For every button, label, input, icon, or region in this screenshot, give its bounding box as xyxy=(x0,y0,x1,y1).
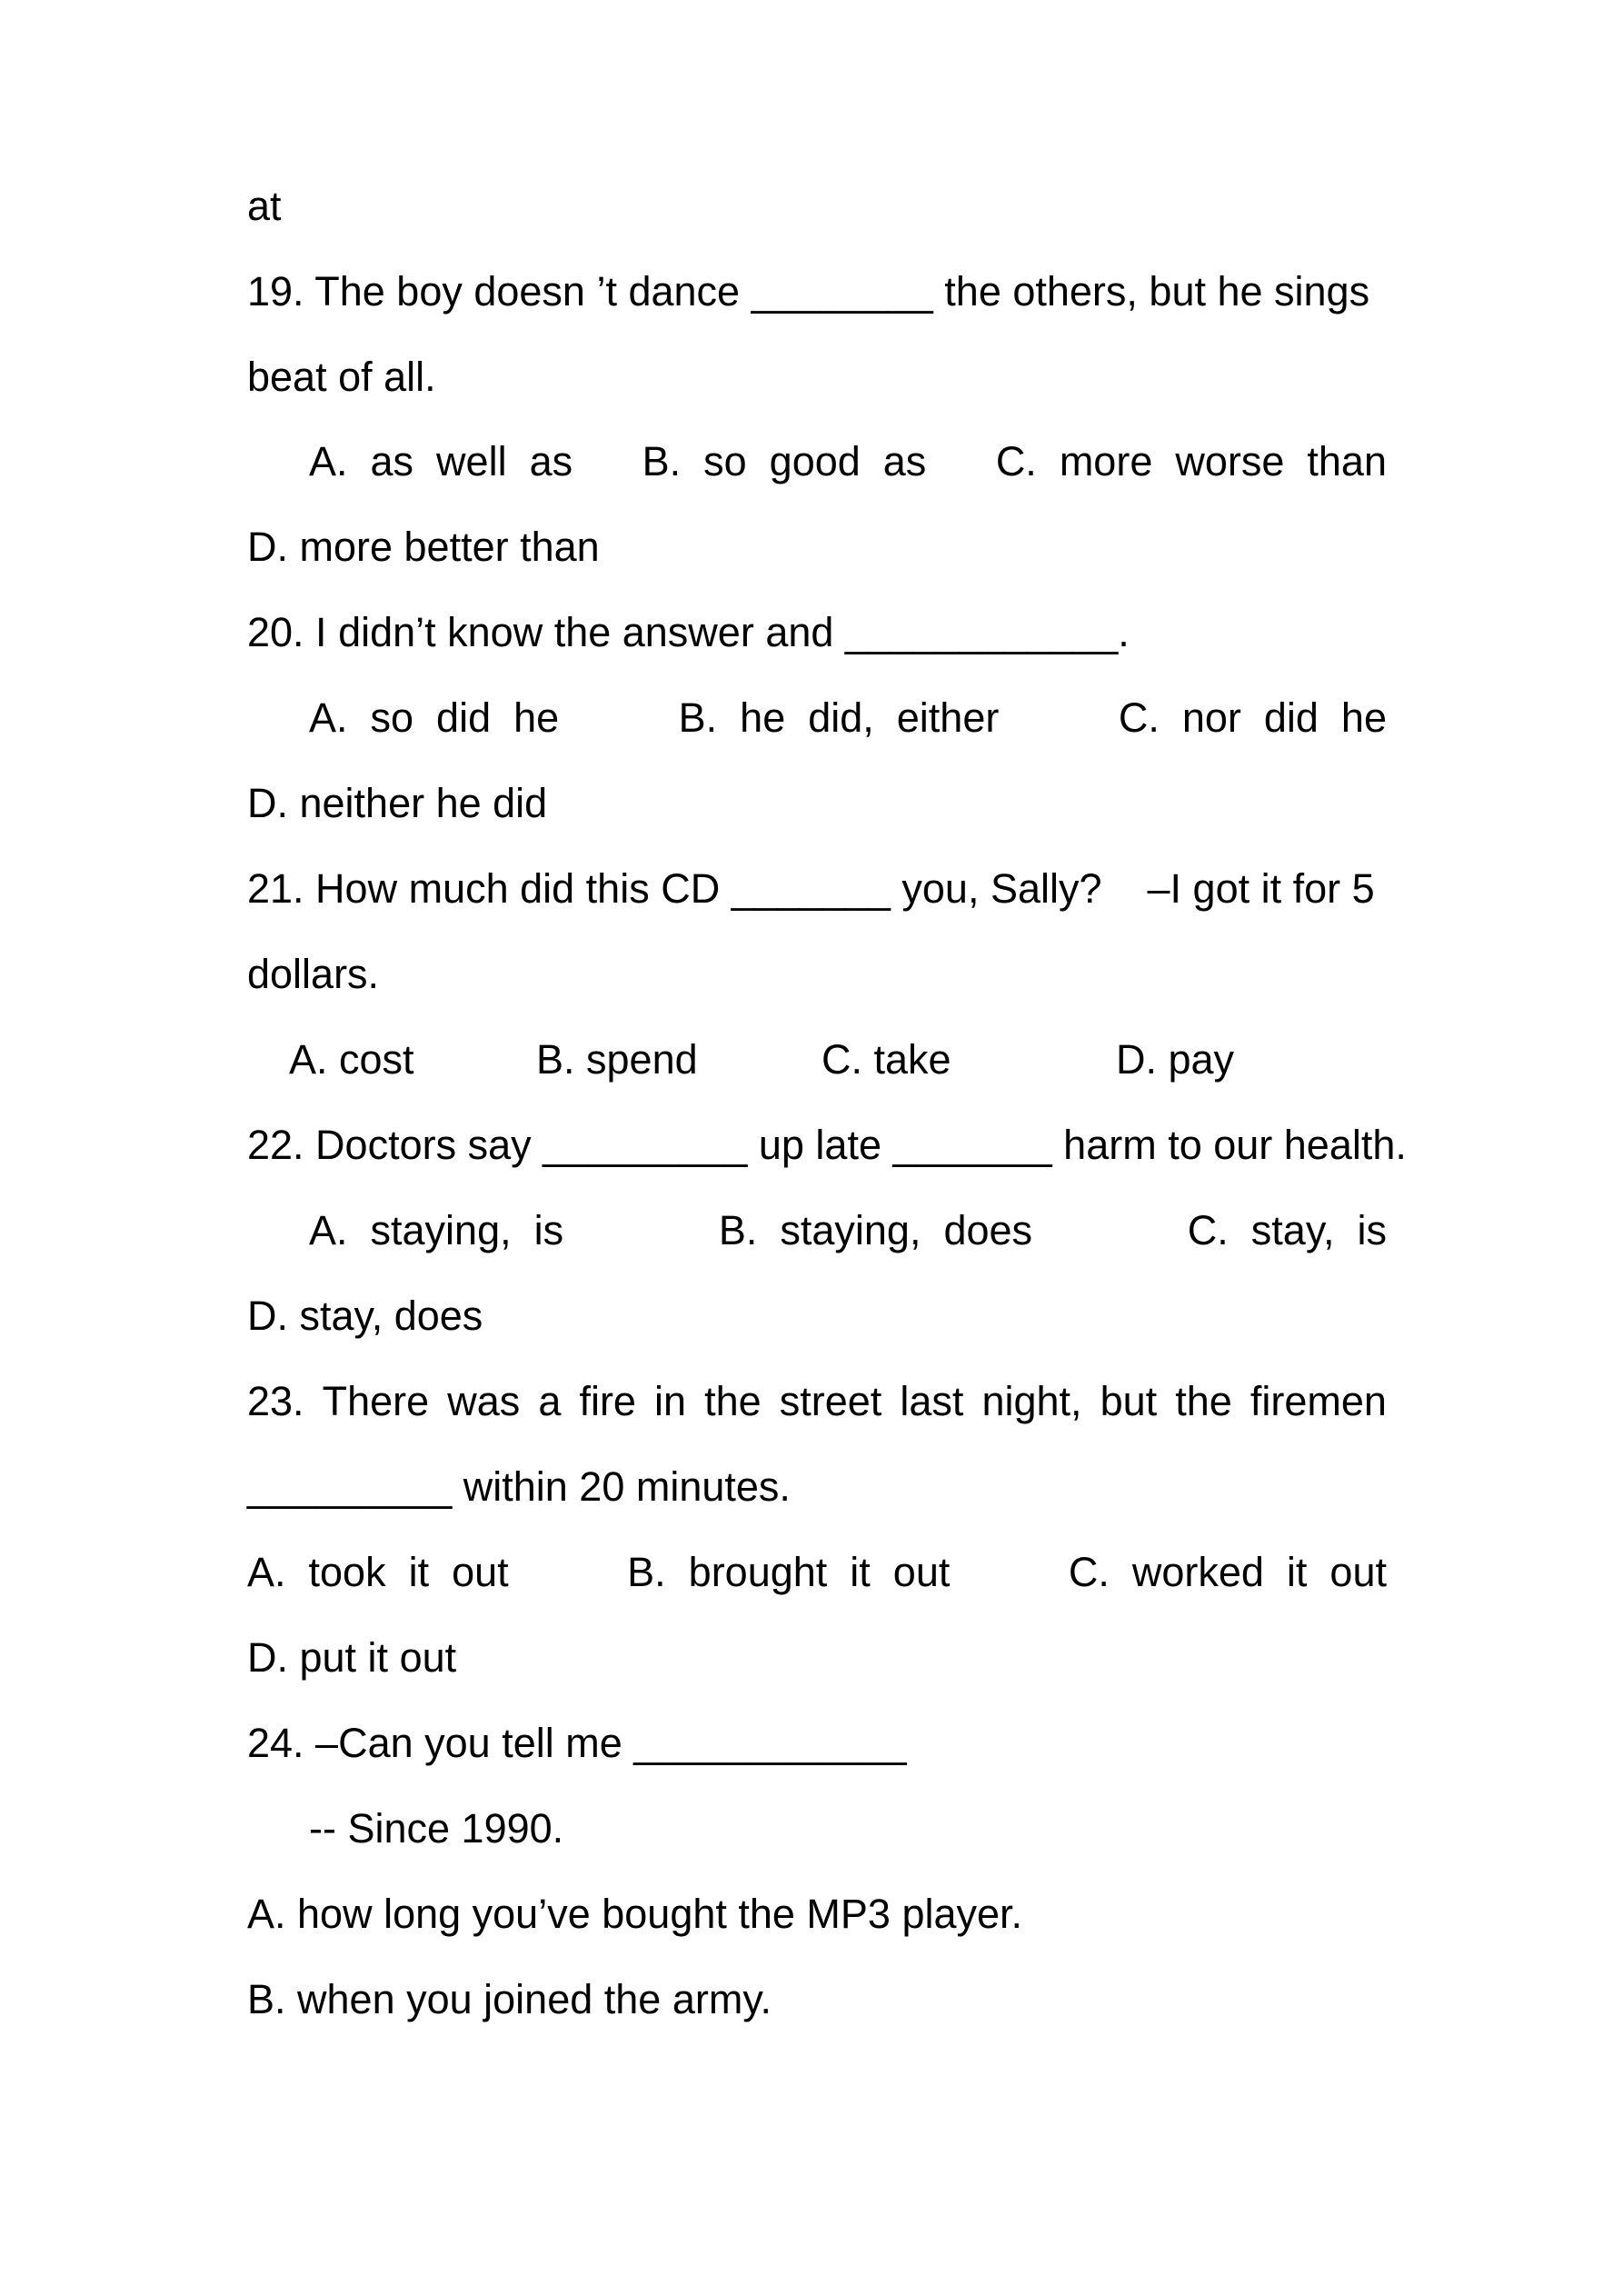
option-c: C. worked it out xyxy=(1068,1549,1387,1595)
question-20-options xyxy=(309,691,1387,745)
option-c: C. more worse than xyxy=(995,438,1387,484)
word: firemen xyxy=(1250,1378,1387,1424)
option-b: B. brought it out xyxy=(627,1549,951,1595)
word: night, xyxy=(981,1378,1082,1424)
option-d: D. pay xyxy=(1116,1036,1235,1083)
word: the xyxy=(704,1378,762,1424)
word: There xyxy=(322,1378,430,1424)
word: 23. xyxy=(247,1378,304,1424)
question-21-stem-cont: dollars. xyxy=(247,951,380,997)
word: was xyxy=(447,1378,521,1424)
option-c: C. take xyxy=(821,1036,951,1083)
question-23-stem-cont: _________ within 20 minutes. xyxy=(247,1463,791,1510)
question-20-stem: 20. I didn’t know the answer and ____________. xyxy=(247,609,1130,655)
word: the xyxy=(1175,1378,1232,1424)
word: but xyxy=(1100,1378,1158,1424)
option-b: B. spend xyxy=(536,1036,698,1083)
option-c: C. stay, is xyxy=(1187,1207,1387,1253)
question-24-reply: -- Since 1990. xyxy=(309,1805,564,1852)
text-line: at xyxy=(247,183,282,229)
option-a: A. staying, is xyxy=(309,1207,564,1253)
question-19-options xyxy=(309,434,1387,489)
option-a: A. took it out xyxy=(247,1549,509,1595)
question-21-options xyxy=(0,1033,1623,1087)
question-21-stem: 21. How much did this CD _______ you, Sally? –I got it for 5 xyxy=(247,865,1375,912)
option-a: A. cost xyxy=(289,1036,414,1083)
question-19-stem-cont: beat of all. xyxy=(247,354,436,400)
option-d: D. stay, does xyxy=(247,1293,483,1339)
option-b: B. when you joined the army. xyxy=(247,1976,772,2022)
option-c: C. nor did he xyxy=(1118,694,1387,741)
question-22-options xyxy=(309,1203,1387,1258)
question-23-stem xyxy=(247,1374,1387,1429)
option-a: A. so did he xyxy=(309,694,560,741)
option-b: B. staying, does xyxy=(718,1207,1033,1253)
question-23-options xyxy=(247,1545,1387,1600)
word: last xyxy=(900,1378,964,1424)
word: fire xyxy=(579,1378,636,1424)
word: street xyxy=(779,1378,882,1424)
word: in xyxy=(654,1378,687,1424)
option-a: A. how long you’ve bought the MP3 player. xyxy=(247,1891,1023,1937)
option-b: B. so good as xyxy=(642,438,927,484)
question-24-stem: 24. –Can you tell me ____________ xyxy=(247,1720,907,1766)
option-d: D. neither he did xyxy=(247,780,548,826)
question-22-stem: 22. Doctors say _________ up late _______ harm to our health. xyxy=(247,1122,1407,1168)
option-a: A. as well as xyxy=(309,438,573,484)
option-d: D. more better than xyxy=(247,524,600,570)
option-b: B. he did, either xyxy=(678,694,1000,741)
question-19-stem: 19. The boy doesn ’t dance ________ the others, but he sings xyxy=(247,268,1370,314)
option-d: D. put it out xyxy=(247,1634,457,1681)
word: a xyxy=(538,1378,562,1424)
